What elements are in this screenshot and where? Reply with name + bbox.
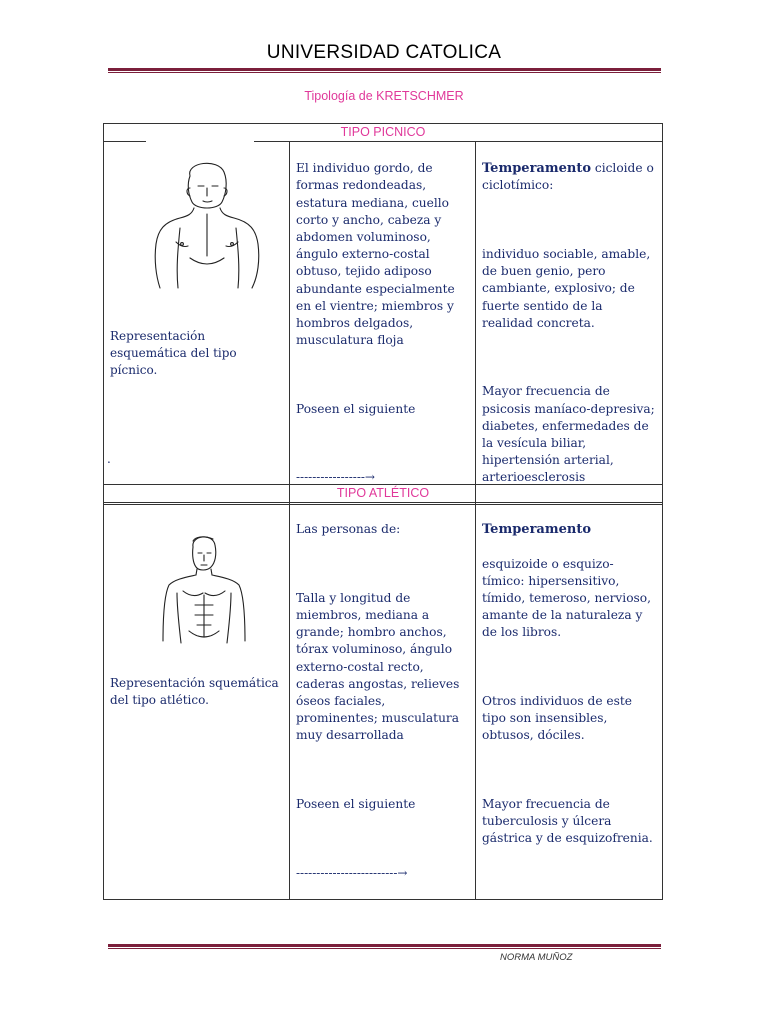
picnico-temperament-cell: [476, 142, 663, 505]
picnico-temperament-label: Temperamento: [482, 161, 591, 177]
picnico-description-cell: [290, 142, 476, 505]
footer-rule: [108, 944, 661, 947]
picnico-table: [103, 123, 663, 505]
atletico-figure-cell: [104, 503, 290, 900]
atletico-temperament-description: esquizoide o esquizo-tímico: hipersensitivo, tímido, temeroso, nervioso, amante de la naturaleza y de los libros.: [482, 556, 651, 640]
atletico-poseen: Poseen el siguiente: [296, 797, 416, 812]
atletico-intro: Las personas de:: [296, 522, 401, 537]
atletico-table: [103, 484, 663, 900]
separator-dot: .: [107, 452, 111, 466]
header-rule-thin: [108, 72, 661, 73]
picnico-frequency: Mayor frecuencia de psicosis maníaco-depresiva; diabetes, enfermedades de la vesícula biliar, hipertensión arterial, arterioesclerosis: [482, 384, 655, 485]
picnico-border-gap: [146, 140, 254, 142]
header-rule: [108, 68, 661, 71]
atletico-arrow: -------------------------→: [296, 865, 408, 880]
footer-author: NORMA MUÑOZ: [500, 952, 573, 963]
picnico-figure-cell: [104, 142, 290, 505]
picnico-description: El individuo gordo, de formas redondeadas, estatura mediana, cuello corto y ancho, cabeza y abdomen voluminoso, ángulo externo-costal obtuso, tejido adiposo abundante especialmente en el vientre; miembros y hombros delgados, musculatura floja: [296, 161, 455, 348]
pyknic-body-sketch-icon: [152, 158, 262, 293]
athletic-body-sketch-icon: [159, 533, 249, 645]
picnico-temperament-value: cicloide o ciclotímico:: [482, 161, 654, 193]
atletico-temperament-cell: [476, 503, 663, 900]
atletico-others: Otros individuos de este tipo son insensibles, obtusos, dóciles.: [482, 694, 632, 743]
picnico-temperament-description: individuo sociable, amable, de buen genio, pero cambiante, explosivo; de fuerte sentido de la realidad concreta.: [482, 247, 651, 330]
atletico-representation-label: Representación squemática del tipo atlético.: [110, 676, 279, 708]
document-subtitle: Tipología de KRETSCHMER: [304, 89, 464, 103]
atletico-temperament-label: Temperamento: [482, 522, 591, 538]
atletico-heading: TIPO ATLÉTICO: [104, 485, 663, 503]
atletico-description-cell: [290, 503, 476, 900]
picnico-poseen: Poseen el siguiente: [296, 401, 416, 416]
footer-rule-thin: [108, 948, 661, 949]
page-title: UNIVERSIDAD CATOLICA: [266, 42, 502, 63]
picnico-heading: TIPO PICNICO: [104, 124, 663, 142]
picnico-representation-label: Representación esquemática del tipo pícnico.: [110, 329, 237, 378]
atletico-frequency: Mayor frecuencia de tuberculosis y úlcera gástrica y de esquizofrenia.: [482, 797, 653, 846]
picnico-arrow: -----------------→: [296, 470, 375, 485]
atletico-description: Talla y longitud de miembros, mediana a grande; hombro anchos, tórax voluminoso, ángulo externo-costal recto, caderas angostas, relieves óseos faciales, prominentes; musculatura muy desarrollada: [296, 590, 460, 743]
